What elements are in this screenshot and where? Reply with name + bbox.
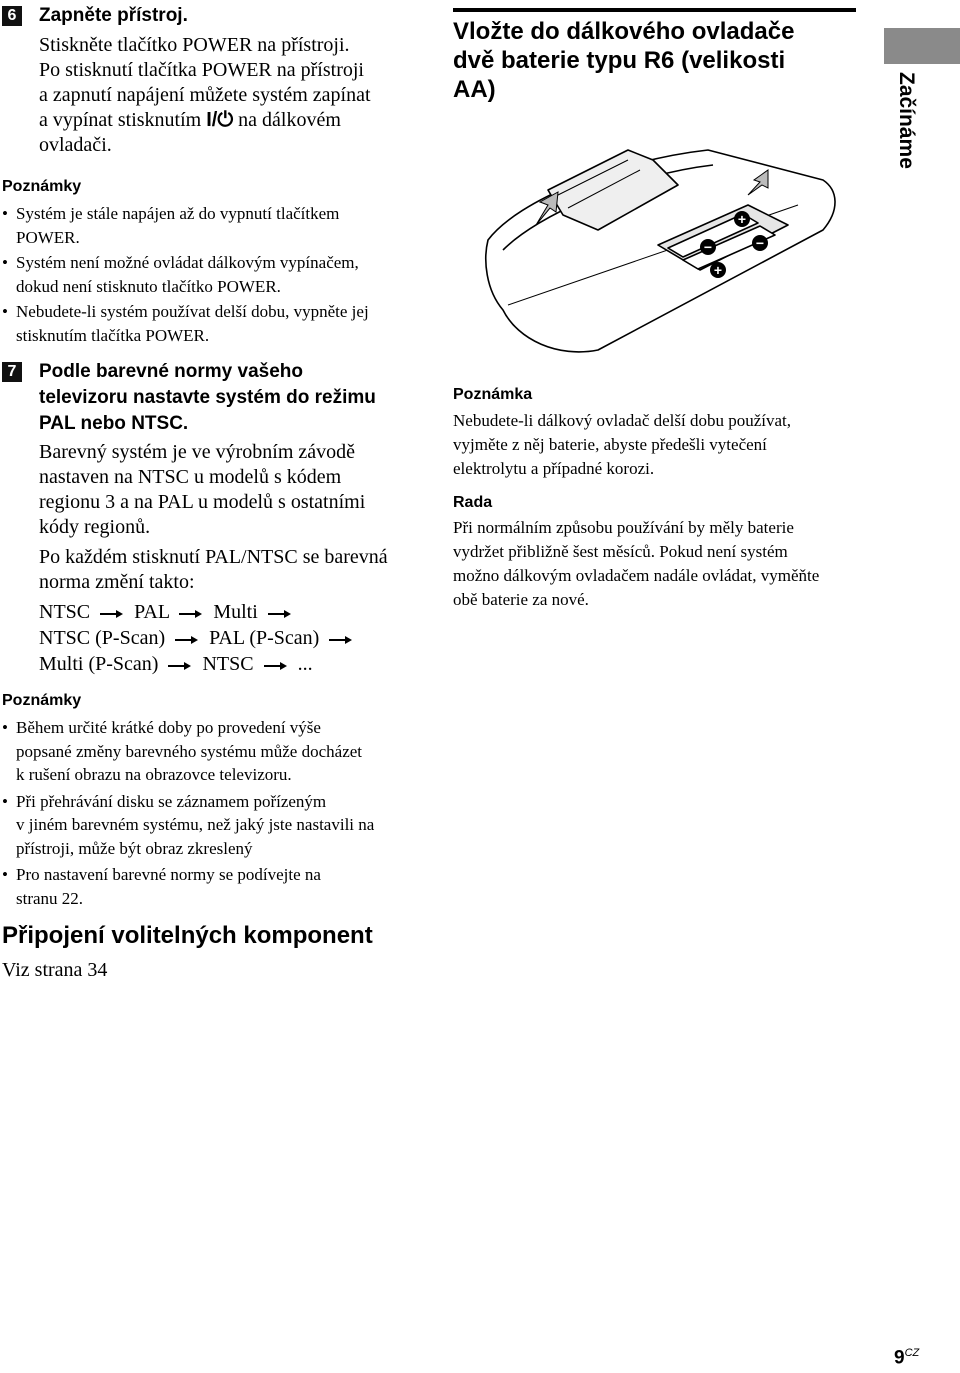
battery-note-heading: Poznámka (453, 386, 533, 403)
step-7-notes-heading: Poznámky (2, 692, 82, 709)
page-number (894, 1347, 919, 1369)
step-7-title-line: televizoru nastavte systém do režimu (39, 387, 376, 408)
step-6-title: Zapněte přístroj. (39, 5, 188, 26)
note-item (2, 202, 422, 249)
note-line: elektrolytu a případné korozi. (453, 459, 655, 478)
paragraph-line: nastaven na NTSC u modelů s kódem (39, 466, 342, 488)
step-7-title-line: PAL nebo NTSC. (39, 413, 189, 434)
sequence-item: NTSC (P-Scan) (39, 627, 166, 649)
battery-note-text (453, 409, 873, 481)
arrow-right-icon (174, 634, 200, 646)
side-tab-marker (884, 28, 960, 64)
sequence-line (39, 599, 449, 625)
note-line: • Systém je stále napájen až do vypnutí tlačítkem (16, 204, 340, 223)
step-6-line-text: na dálkovém (238, 109, 341, 131)
note-line: k rušení obrazu na obrazovce televizoru. (16, 765, 292, 784)
paragraph-line: regionu 3 a na PAL u modelů s ostatními (39, 491, 366, 513)
note-line: popsané změny barevného systému může docházet (16, 741, 363, 761)
heading-line: AA) (453, 76, 496, 103)
color-norm-sequence (39, 599, 449, 677)
note-line: stranu 22. (16, 888, 84, 908)
heading-line: dvě baterie typu R6 (velikosti (453, 47, 786, 74)
step-6-line: Stiskněte tlačítko POWER na přístroji. (39, 34, 350, 56)
step-7-notes-list (2, 716, 432, 910)
note-line: • Nebudete-li systém používat delší dobu, vypněte jej (16, 302, 369, 321)
tip-line: možno dálkovým ovladačem nadále ovládat, vyměňte (453, 566, 820, 585)
arrow-right-icon (267, 608, 293, 620)
remote-battery-illustration (478, 130, 850, 358)
sequence-line (39, 625, 449, 651)
step-6-line (39, 108, 439, 133)
optional-components-reference: Viz strana 34 (2, 959, 108, 981)
step-6-line: ovladači. (39, 134, 112, 156)
step-7-paragraph-1 (39, 440, 449, 540)
paragraph-line: norma změní takto: (39, 571, 195, 593)
note-line: stisknutím tlačítka POWER. (16, 325, 210, 345)
battery-tip-heading: Rada (453, 494, 493, 511)
heading-line: Vložte do dálkového ovladače (453, 18, 795, 45)
tip-line: Při normálním způsobu používání by měly baterie (453, 518, 794, 537)
step-6-notes-list (2, 202, 422, 347)
step-7-title (39, 359, 439, 437)
arrow-right-icon (99, 608, 125, 620)
power-symbol: I/⏻ (206, 109, 234, 131)
step-7-title-line: Podle barevné normy vašeho (39, 361, 303, 382)
note-item (2, 716, 432, 787)
paragraph-line: kódy regionů. (39, 516, 151, 538)
note-line: vyjměte z něj baterie, abyste předešli vytečení (453, 435, 767, 454)
arrow-right-icon (178, 608, 204, 620)
battery-tip-text (453, 516, 873, 612)
section-rule (453, 8, 856, 12)
sequence-item: ... (297, 653, 313, 675)
svg-text:+: + (713, 262, 723, 278)
paragraph-line: Po každém stisknutí PAL/NTSC se barevná (39, 546, 388, 568)
sequence-item: Multi (P-Scan) (39, 653, 159, 675)
battery-section-heading (453, 17, 863, 104)
svg-text:−: − (755, 235, 765, 251)
step-6-line: Po stisknutí tlačítka POWER na přístroji (39, 59, 364, 81)
side-tab (892, 72, 920, 182)
sequence-item: Multi (213, 601, 258, 623)
sequence-item: NTSC (39, 601, 91, 623)
paragraph-line: Barevný systém je ve výrobním závodě (39, 441, 356, 463)
note-line: • Pro nastavení barevné normy se podívejte na (16, 865, 321, 884)
page-language-suffix: CZ (904, 1347, 920, 1359)
note-line: dokud není stisknuto tlačítko POWER. (16, 276, 281, 296)
step-6-line: a zapnutí napájení můžete systém zapínat (39, 84, 371, 106)
note-line: v jiném barevném systému, než jaký jste nastavili na (16, 815, 375, 834)
note-line: • Systém není možné ovládat dálkovým vypínačem, (16, 253, 359, 272)
note-line: • Při přehrávání disku se záznamem pořízeným (16, 791, 327, 811)
page-number-value: 9 (894, 1347, 905, 1369)
arrow-right-icon (328, 634, 354, 646)
optional-components-heading: Připojení volitelných komponent (2, 922, 373, 949)
tip-line: vydržet přibližně šest měsíců. Pokud není systém (453, 542, 788, 561)
note-line: • Během určité krátké doby po provedení výše (16, 718, 321, 737)
note-item (2, 863, 432, 910)
svg-text:+: + (737, 211, 747, 227)
sequence-line (39, 651, 449, 677)
step-6-body (39, 33, 439, 158)
step-6-notes-heading: Poznámky (2, 178, 82, 195)
tip-line: obě baterie za nové. (453, 590, 589, 609)
arrow-right-icon (167, 660, 193, 672)
note-item (2, 790, 432, 861)
sequence-item: NTSC (202, 653, 254, 675)
note-line: POWER. (16, 227, 80, 247)
note-item (2, 300, 422, 347)
note-line: přístroji, může být obraz zkreslený (16, 838, 253, 858)
note-item (2, 251, 422, 298)
step-6-line-text: a vypínat stisknutím (39, 109, 202, 131)
svg-text:−: − (703, 239, 713, 255)
side-tab-label: Začínáme (895, 72, 918, 169)
step-7-paragraph-2 (39, 545, 449, 595)
note-line: Nebudete-li dálkový ovladač delší dobu používat, (453, 411, 792, 430)
sequence-item: PAL (134, 601, 170, 623)
step-7-badge: 7 (2, 362, 22, 382)
sequence-item: PAL (P-Scan) (209, 627, 320, 649)
arrow-right-icon (263, 660, 289, 672)
step-6-badge: 6 (2, 6, 22, 26)
